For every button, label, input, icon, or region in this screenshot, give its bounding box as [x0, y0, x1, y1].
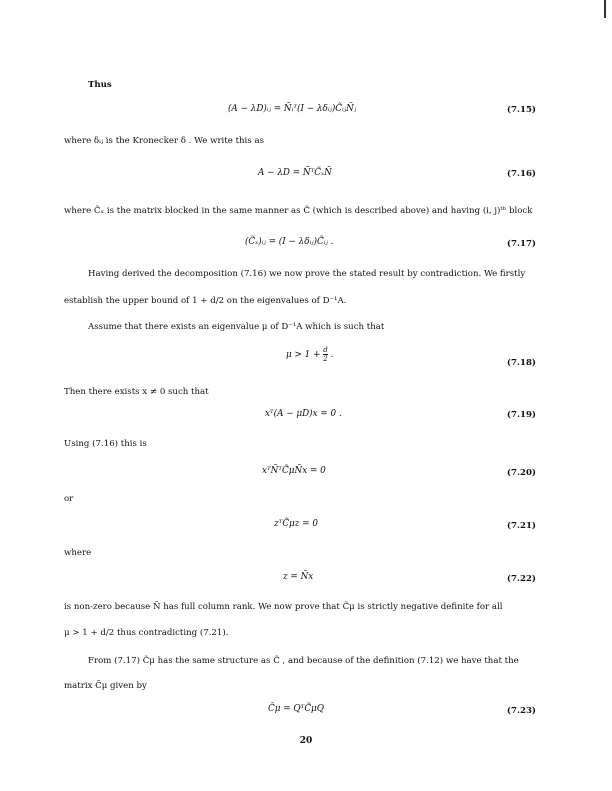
equation-7-19: xᵀ(A − μD)x = 0 .	[265, 409, 342, 419]
equation-7-17: (C̃ₓ)ᵢⱼ = (I − λδᵢⱼ)C̃ᵢⱼ .	[245, 237, 334, 247]
equation-7-18-lhs: μ > 1 +	[286, 350, 321, 360]
equation-7-18-tail: .	[330, 350, 334, 360]
equation-number-7-18: (7.18)	[506, 358, 536, 368]
equation-7-15: (A − λD)ᵢⱼ = Ñᵢᵀ(I − λδᵢⱼ)C̃ᵢⱼÑⱼ	[228, 104, 357, 114]
text-thus: Thus	[88, 80, 112, 90]
text-where: where	[64, 548, 92, 558]
equation-number-7-15: (7.15)	[506, 105, 536, 115]
equation-7-23: C̄μ = QᵀC̃μQ	[268, 704, 324, 714]
scan-edge-mark	[604, 0, 606, 18]
text-kronecker: where δᵢⱼ is the Kronecker δ . We write this as	[64, 136, 264, 146]
equation-number-7-20: (7.20)	[506, 468, 536, 478]
text-using: Using (7.16) this is	[64, 439, 147, 449]
fraction-denominator: 2	[323, 355, 328, 363]
equation-number-7-16: (7.16)	[506, 169, 536, 179]
text-decomposition-2: establish the upper bound of 1 + d/2 on the eigenvalues of D⁻¹A.	[64, 296, 347, 306]
text-then: Then there exists x ≠ 0 such that	[64, 387, 209, 397]
text-nonzero-1: is non-zero because Ñ has full column rank. We now prove that C̃μ is strictly negative definite for all	[64, 602, 503, 612]
equation-number-7-22: (7.22)	[506, 574, 536, 584]
equation-7-16: A − λD = ÑᵀC̃ₓÑ	[258, 168, 332, 178]
fraction-numerator: d	[323, 346, 328, 354]
text-assume: Assume that there exists an eigenvalue μ of D⁻¹A which is such that	[88, 322, 385, 332]
text-from-2: matrix C̄μ given by	[64, 681, 147, 691]
page-number: 20	[299, 736, 313, 746]
equation-7-20: xᵀÑᵀC̃μÑx = 0	[262, 466, 326, 476]
text-nonzero-2: μ > 1 + d/2 thus contradicting (7.21).	[64, 628, 229, 638]
equation-7-18	[286, 346, 333, 363]
text-or: or	[64, 494, 74, 504]
text-from-1: From (7.17) C̃μ has the same structure as C̃ , and because of the definition (7.12) we have that the	[88, 656, 519, 666]
equation-number-7-17: (7.17)	[506, 239, 536, 249]
equation-number-7-21: (7.21)	[506, 521, 536, 531]
equation-7-21: zᵀC̃μz = 0	[274, 519, 318, 529]
text-decomposition-1: Having derived the decomposition (7.16) we now prove the stated result by contradiction. We firstly	[88, 269, 526, 279]
text-blocked-matrix: where C̃ₓ is the matrix blocked in the same manner as C̃ (which is described above) and having (i, j)ᵗʰ block	[64, 206, 533, 216]
equation-number-7-23: (7.23)	[506, 706, 536, 716]
equation-7-22: z = Ñx	[283, 572, 314, 582]
fraction-d-over-2	[323, 346, 327, 363]
equation-number-7-19: (7.19)	[506, 410, 536, 420]
